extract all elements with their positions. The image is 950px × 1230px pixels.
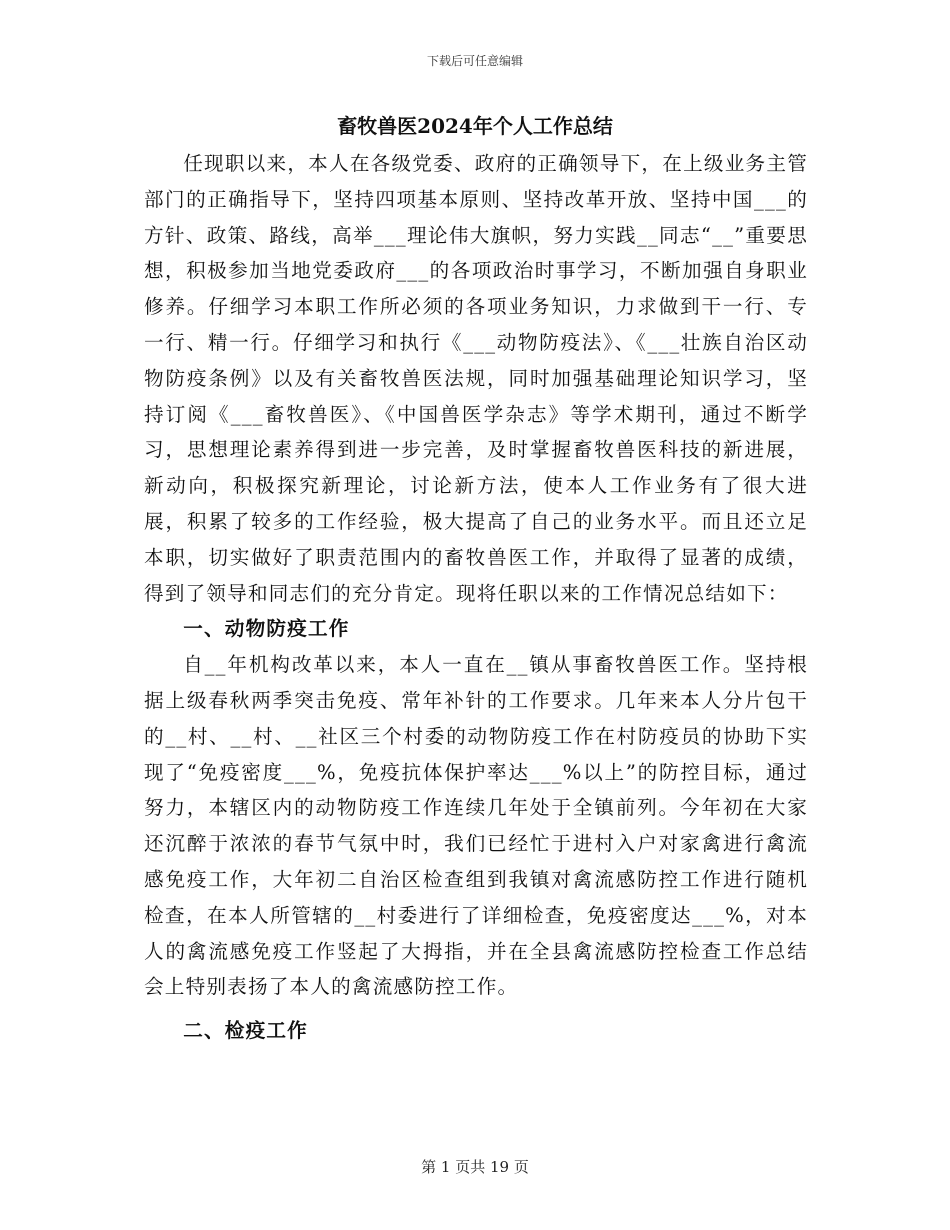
section-heading-quarantine: 二、检疫工作 (183, 1019, 308, 1043)
document-body (144, 146, 808, 1049)
page-number-footer: 第 1 页共 19 页 (421, 1158, 529, 1176)
page-header-note: 下载后可任意编辑 (426, 54, 523, 68)
section-heading-animal-epidemic-prevention: 一、动物防疫工作 (183, 617, 350, 641)
section-paragraph-animal-epidemic-prevention: 自__年机构改革以来，本人一直在__镇从事畜牧兽医工作。坚持根据上级春秋两季突击免疫、常年补针的工作要求。几年来本人分片包干的__村、__村、__社区三个村委的动物防疫工作在村防疫员的协助下实现了“免疫密度___%，免疫抗体保护率达___%以上”的防控目标，通过努力，本辖区内的动物防疫工作连续几年处于全镇前列。今年初在大家还沉醉于浓浓的春节气氛中时，我们已经忙于进村入户对家禽进行禽流感免疫工作，大年初二自治区检查组到我镇对禽流感防控工作进行随机检查，在本人所管辖的__村委进行了详细检查，免疫密度达___%，对本人的禽流感免疫工作竖起了大拇指，并在全县禽流感防控检查工作总结会上特别表扬了本人的禽流感防控工作。 (144, 653, 808, 999)
intro-paragraph: 任现职以来，本人在各级党委、政府的正确领导下，在上级业务主管部门的正确指导下，坚持四项基本原则、坚持改革开放、坚持中国___的方针、政策、路线，高举___理论伟大旗帜，努力实践__同志“__”重要思想，积极参加当地党委政府___的各项政治时事学习，不断加强自身职业修养。仔细学习本职工作所必须的各项业务知识，力求做到干一行、专一行、精一行。仔细学习和执行《___动物防疫法》、《___壮族自治区动物防疫条例》以及有关畜牧兽医法规，同时加强基础理论知识学习，坚持订阅《___畜牧兽医》、《中国兽医学杂志》等学术期刊，通过不断学习，思想理论素养得到进一步完善，及时掌握畜牧兽医科技的新进展，新动向，积极探究新理论，讨论新方法，使本人工作业务有了很大进展，积累了较多的工作经验，极大提高了自己的业务水平。而且还立足本职，切实做好了职责范围内的畜牧兽医工作，并取得了显著的成绩，得到了领导和同志们的充分肯定。现将任职以来的工作情况总结如下： (144, 152, 808, 605)
document-title: 畜牧兽医2024年个人工作总结 (337, 114, 613, 138)
